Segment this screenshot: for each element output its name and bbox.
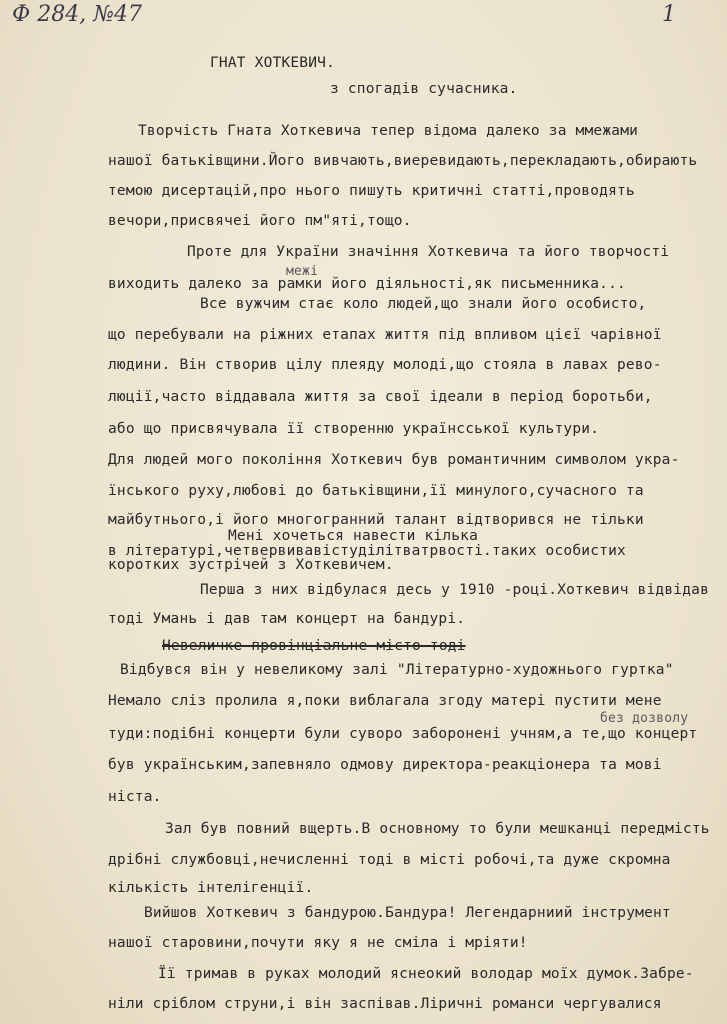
- text-line: кількість інтелігенції.: [108, 880, 314, 896]
- document-subtitle: з спогадів сучасника.: [330, 81, 518, 97]
- text-line: Її тримав в руках молодий яснеокий володар моїх думок.Забре-: [158, 966, 694, 982]
- text-line: Все вужчим стає коло людей,що знали його особисто,: [200, 296, 647, 312]
- text-line: або що присвячувала її створенню українсської культури.: [108, 421, 600, 437]
- archive-reference: Ф 284, №47: [12, 2, 143, 27]
- text-line: люції,часто віддавала життя за свої ідеали в період боротьби,: [108, 389, 653, 405]
- text-line: вечори,присвячеі його пм"яті,тощо.: [108, 213, 412, 229]
- document-title: ГНАТ ХОТКЕВИЧ.: [210, 55, 336, 71]
- text-line: Перша з них відбулася десь у 1910 -році.Хоткевич відвідав: [200, 582, 709, 598]
- text-line: туди:подібні концерти були суворо заборонені учням,а те,що концерт: [108, 726, 698, 742]
- text-line: майбутнього,і його многогранний талант відтворився не тільки: [108, 512, 644, 528]
- text-line: що перебували на ріжних етапах життя під впливом цієї чарівної: [108, 327, 662, 343]
- text-line: Зал був повний вщерть.В основному то були мешканці передмість: [165, 821, 710, 837]
- text-line: був українським,запевняло одмову директора-реакціонера та мові: [108, 757, 662, 773]
- text-line: Мені хочеться навести кілька: [228, 528, 479, 544]
- text-line: нашої старовини,почути яку я не сміла і мріяти!: [108, 935, 528, 951]
- correction-bez-dozvolu: без дозволу: [600, 711, 689, 726]
- text-line: Немало сліз пролила я,поки виблагала згоду матері пустити мене: [108, 693, 662, 709]
- text-line: ніли сріблом струни,і він заспівав.Ліричні романси чергувалися: [108, 996, 662, 1012]
- text-line: Для людей мого покоління Хоткевич був романтичним символом укра-: [108, 452, 680, 468]
- text-line: коротких зустрічей з Хоткевичем.: [108, 557, 394, 573]
- text-line: в літературі,четвервивавістуділітватрвості.таких особистих: [108, 543, 626, 559]
- text-line: Відбувся він у невеликому залі "Літературно-художнього гуртка": [120, 662, 674, 678]
- text-line: нашої батьківщини.Його вивчають,виеревидають,перекладають,обирають: [108, 153, 698, 169]
- text-line: їнського руху,любові до батьківщини,її минулого,сучасного та: [108, 483, 644, 499]
- text-line: людини. Він створив цілу плеяду молоді,що стояла в лавах рево-: [108, 357, 662, 373]
- text-line: Проте для України значіння Хоткевича та його творчості: [187, 244, 670, 260]
- text-line: темою дисертацій,про нього пишуть критичні статті,проводять: [108, 183, 635, 199]
- text-line: дрібні службовці,нечисленні тоді в місті робочі,та дуже скромна: [108, 852, 671, 868]
- text-line: виходить далеко за рамки його діяльності,як письменника...: [108, 276, 626, 292]
- text-line: Вийшов Хоткевич з бандурою.Бандура! Легендарниий інструмент: [144, 905, 671, 921]
- text-line: тоді Умань і дав там концерт на бандурі.: [108, 611, 466, 627]
- text-line: ніста.: [108, 789, 162, 805]
- struck-line: Невеличке провінціальне місто тоді: [162, 638, 466, 654]
- text-line: Творчість Гната Хоткевича тепер відома далеко за ммежами: [138, 123, 639, 139]
- correction-mezhi: межі: [286, 264, 319, 279]
- page-number: 1: [662, 2, 676, 27]
